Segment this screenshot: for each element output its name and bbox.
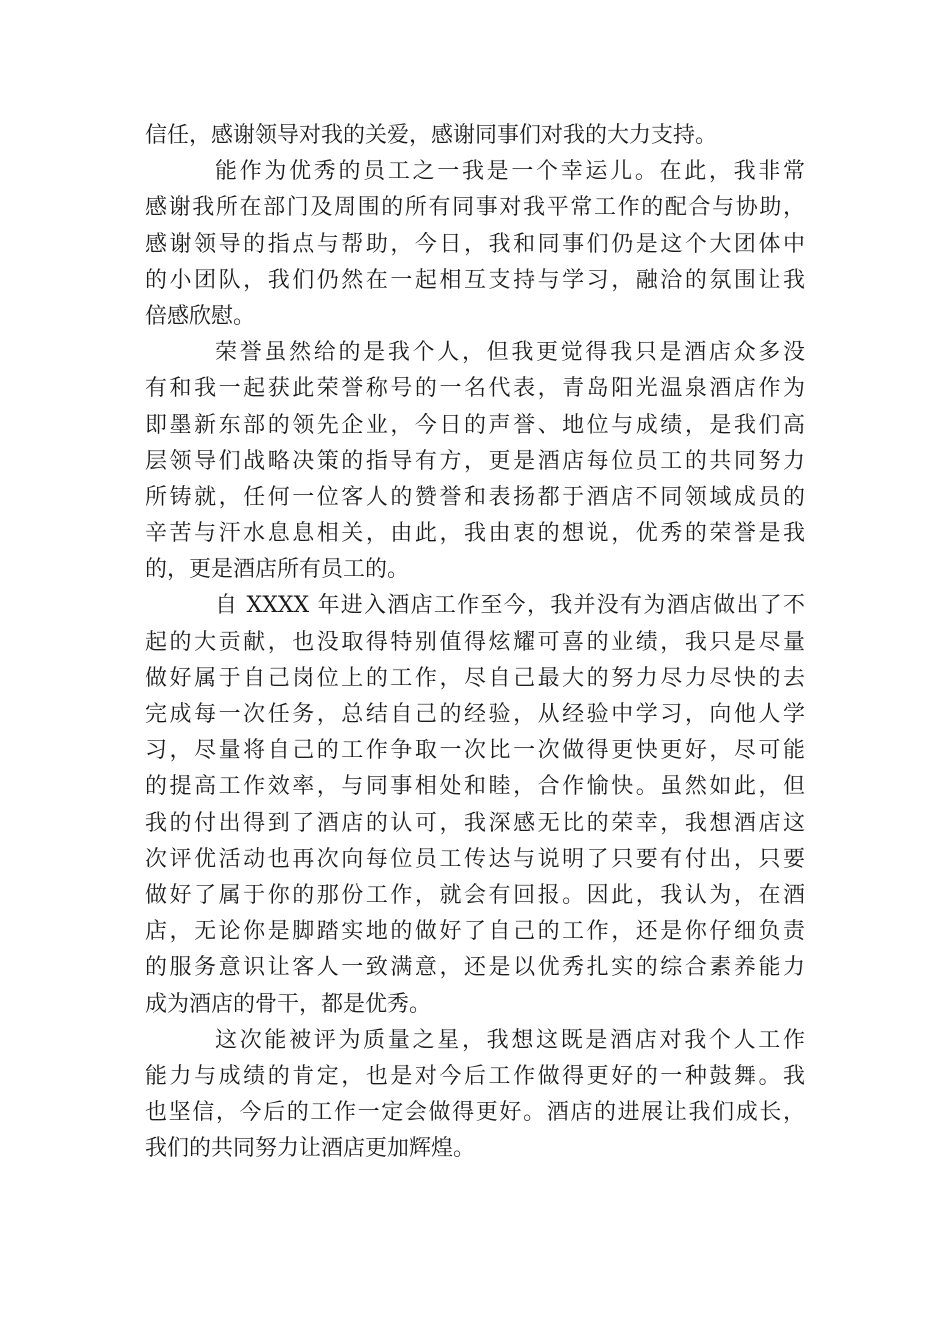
paragraph-line: 完成每一次任务，总结自己的经验，从经验中学习，向他人学 bbox=[145, 702, 805, 727]
paragraph-line: 做好了属于你的那份工作，就会有回报。因此，我认为，在酒 bbox=[145, 882, 805, 908]
paragraph-line: 信任，感谢领导对我的关爱，感谢同事们对我的大力支持。 bbox=[145, 123, 718, 148]
document-body bbox=[145, 118, 805, 1167]
paragraph-line: 所铸就，任何一位客人的赞誉和表扬都于酒店不同领域成员的 bbox=[145, 484, 805, 510]
paragraph-line: 层领导们战略决策的指导有方，更是酒店每位员工的共同努力 bbox=[145, 448, 805, 474]
paragraph-line: 起的大贡献，也没取得特别值得炫耀可喜的业绩，我只是尽量 bbox=[145, 629, 805, 655]
paragraph-line: 的服务意识让客人一致满意，还是以优秀扎实的综合素养能力 bbox=[145, 955, 805, 981]
paragraph-line: 的小团队，我们仍然在一起相互支持与学习，融洽的氛围让我 bbox=[145, 267, 805, 293]
paragraph-line: 自 XXXX 年进入酒店工作至今，我并没有为酒店做出了不 bbox=[215, 593, 805, 619]
paragraph bbox=[145, 335, 805, 588]
paragraph-line: 有和我一起获此荣誉称号的一名代表，青岛阳光温泉酒店作为 bbox=[145, 376, 805, 402]
paragraph-line: 感谢领导的指点与帮助，今日，我和同事们仍是这个大团体中 bbox=[145, 231, 805, 257]
paragraph bbox=[145, 118, 805, 154]
paragraph-line: 店，无论你是脚踏实地的做好了自己的工作，还是你仔细负责 bbox=[145, 919, 805, 945]
paragraph-line: 倍感欣慰。 bbox=[145, 303, 256, 329]
paragraph bbox=[145, 154, 805, 335]
paragraph-line: 习，尽量将自己的工作争取一次比一次做得更快更好，尽可能 bbox=[145, 738, 805, 764]
paragraph-line: 的提高工作效率，与同事相处和睦，合作愉快。虽然如此，但 bbox=[145, 774, 805, 800]
paragraph-line: 这次能被评为质量之星，我想这既是酒店对我个人工作 bbox=[215, 1027, 805, 1053]
paragraph-line: 成为酒店的骨干，都是优秀。 bbox=[145, 991, 432, 1017]
paragraph-line: 也坚信，今后的工作一定会做得更好。酒店的进展让我们成长， bbox=[145, 1100, 805, 1126]
paragraph-line: 的，更是酒店所有员工的。 bbox=[145, 557, 410, 583]
paragraph-line: 荣誉虽然给的是我个人，但我更觉得我只是酒店众多没 bbox=[215, 340, 805, 366]
paragraph-line: 能力与成绩的肯定，也是对今后工作做得更好的一种鼓舞。我 bbox=[145, 1063, 805, 1089]
paragraph-line: 我的付出得到了酒店的认可，我深感无比的荣幸，我想酒店这 bbox=[145, 810, 805, 836]
paragraph-line: 即墨新东部的领先企业，今日的声誉、地位与成绩，是我们高 bbox=[145, 412, 805, 438]
paragraph bbox=[145, 588, 805, 1022]
paragraph bbox=[145, 1023, 805, 1168]
paragraph-line: 能作为优秀的员工之一我是一个幸运儿。在此，我非常 bbox=[215, 159, 805, 185]
paragraph-line: 次评优活动也再次向每位员工传达与说明了只要有付出，只要 bbox=[145, 846, 805, 872]
paragraph-line: 做好属于自己岗位上的工作，尽自己最大的努力尽力尽快的去 bbox=[145, 665, 805, 691]
paragraph-line: 辛苦与汗水息息相关，由此，我由衷的想说，优秀的荣誉是我 bbox=[145, 521, 805, 547]
paragraph-line: 我们的共同努力让酒店更加辉煌。 bbox=[145, 1136, 476, 1162]
paragraph-line: 感谢我所在部门及周围的所有同事对我平常工作的配合与协助， bbox=[145, 195, 805, 221]
